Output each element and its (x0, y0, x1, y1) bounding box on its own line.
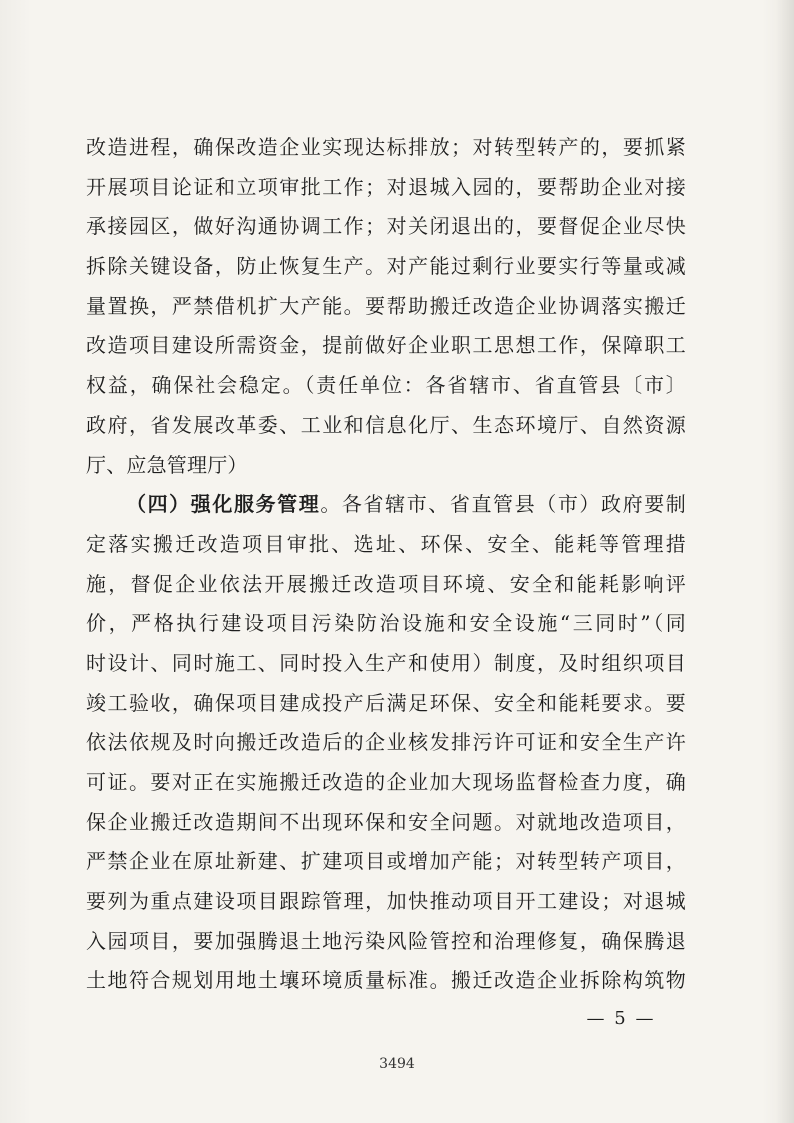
text-line: 改造进程，确保改造企业实现达标排放；对转型转产的，要抓紧 (86, 135, 686, 159)
text-line: 拆除关键设备，防止恢复生产。对产能过剩行业要实行等量或减 (86, 254, 686, 279)
document-body (86, 128, 686, 1001)
text-line: 价，严格执行建设项目污染防治设施和安全设施“三同时”（同 (86, 611, 686, 636)
section-first-line-text: 。各省辖市、省直管县（市）政府要制 (320, 492, 686, 517)
footer-number: 3494 (379, 1056, 415, 1072)
text-line: 厅、应急管理厅） (86, 452, 248, 477)
text-line: 权益，确保社会稳定。（责任单位：各省辖市、省直管县〔市〕 (86, 373, 686, 398)
text-line: 依法依规及时向搬迁改造后的企业核发排污许可证和安全生产许 (86, 730, 686, 755)
text-line: 时设计、同时施工、同时投入生产和使用）制度，及时组织项目 (86, 650, 686, 675)
section-first-line (86, 485, 686, 525)
text-line: 严禁企业在原址新建、扩建项目或增加产能；对转型转产项目， (86, 849, 686, 874)
text-line: 保企业搬迁改造期间不出现环保和安全问题。对就地改造项目， (86, 809, 686, 834)
text-line: 改造项目建设所需资金，提前做好企业职工思想工作，保障职工 (86, 333, 686, 358)
text-line: 竣工验收，确保项目建成投产后满足环保、安全和能耗要求。要 (86, 690, 686, 715)
text-line: 政府，省发展改革委、工业和信息化厅、生态环境厅、自然资源 (86, 412, 686, 437)
text-line: 开展项目论证和立项审批工作；对退城入园的，要帮助企业对接 (86, 174, 686, 199)
section-heading: （四）强化服务管理 (126, 492, 321, 517)
text-line: 可证。要对正在实施搬迁改造的企业加大现场监督检查力度，确 (86, 770, 686, 794)
text-line: 要列为重点建设项目跟踪管理，加快推动项目开工建设；对退城 (86, 889, 686, 914)
page-number: — 5 — (586, 1008, 656, 1029)
text-line: 量置换，严禁借机扩大产能。要帮助搬迁改造企业协调落实搬迁 (86, 293, 686, 318)
text-line: 定落实搬迁改造项目审批、选址、环保、安全、能耗等管理措 (86, 531, 686, 556)
text-line: 土地符合规划用地土壤环境质量标准。搬迁改造企业拆除构筑物 (86, 968, 686, 993)
text-line: 入园项目，要加强腾退土地污染风险管控和治理修复，确保腾退 (86, 928, 686, 953)
text-line: 施，督促企业依法开展搬迁改造项目环境、安全和能耗影响评 (86, 571, 686, 596)
page-edge-shadow (776, 0, 794, 1123)
text-line: 承接园区，做好沟通协调工作；对关闭退出的，要督促企业尽快 (86, 214, 686, 239)
